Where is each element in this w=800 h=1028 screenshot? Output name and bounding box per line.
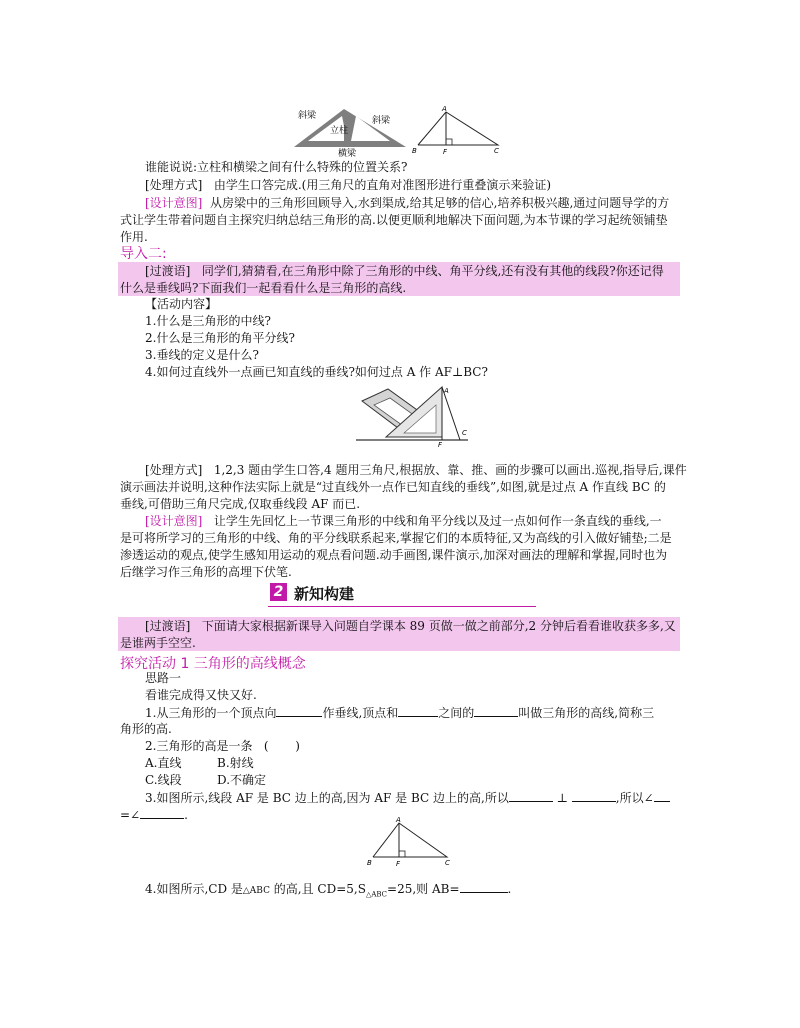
label-F: F xyxy=(396,860,401,867)
activity-q2: 2.什么是三角形的角平分线? xyxy=(145,331,295,345)
section-banner xyxy=(268,582,536,607)
intro-design-1 xyxy=(145,195,669,212)
method-text: 由学生口答完成.(用三角尺的直角对准图形进行重叠演示来验证) xyxy=(213,178,552,192)
label-B: B xyxy=(412,147,417,155)
label-right-beam: 斜梁 xyxy=(372,116,391,126)
label-C: C xyxy=(494,147,499,155)
section-intro2-title: 导入二: xyxy=(120,246,167,262)
explore-q3 xyxy=(145,789,670,807)
q1-blank-1[interactable] xyxy=(276,704,322,717)
explore-title: 探究活动 1 三角形的高线概念 xyxy=(120,656,306,672)
intro2-trans-2: 什么是垂线吗?下面我们一起看看什么是三角形的高线. xyxy=(120,281,407,295)
q4-part-a: 4.如图所示,CD 是 xyxy=(145,882,243,896)
explore-q2-opts-1 xyxy=(145,755,254,772)
intro-question: 谁能说说:立柱和横梁之间有什么特殊的位置关系? xyxy=(145,160,408,174)
explore-sub: 看谁完成得又快又好. xyxy=(145,688,257,702)
explore-q3-cont xyxy=(120,806,188,824)
q4-part-d: . xyxy=(507,882,512,896)
method2-1 xyxy=(145,462,687,479)
method2-tag: [处理方式] xyxy=(145,463,203,477)
q1-part-d: 叫做三角形的高线,简称三 xyxy=(518,706,655,720)
explore-idea: 思路一 xyxy=(145,671,182,685)
q4-part-c: =25,则 AB= xyxy=(387,882,460,896)
label-A: A xyxy=(396,816,401,824)
design-text-1: 从房梁中的三角形回顾导入,水到渠成,给其足够的信心,培养积极兴趣,通过问题导学的方 xyxy=(210,196,670,210)
q4-subscript: △ABC xyxy=(365,890,388,899)
q3-part-e: . xyxy=(184,808,188,822)
q3-blank-3[interactable] xyxy=(654,789,670,802)
trans3-text-1: 下面请大家根据新课导入问题自学课本 89 页做一做之前部分,2 分钟后看看谁收获多多,又 xyxy=(201,619,676,633)
explore-q2-opts-2 xyxy=(145,772,266,789)
option-d: D.不确定 xyxy=(217,773,267,787)
label-base-beam: 横梁 xyxy=(338,149,357,157)
roof-truss-figure xyxy=(292,105,410,157)
q3-blank-4[interactable] xyxy=(140,806,184,819)
explore-q2: 2.三角形的高是一条 ( ) xyxy=(145,739,300,753)
design2-4: 后继学习作三角形的高埋下伏笔. xyxy=(120,565,292,579)
label-A: A xyxy=(442,105,447,113)
banner-number: 2 xyxy=(270,583,287,601)
q3-perp: ⊥ xyxy=(556,791,568,805)
q1-part-a: 1.从三角形的一个顶点向 xyxy=(145,706,277,720)
option-a: A.直线 xyxy=(145,756,182,770)
activity-q3: 3.垂线的定义是什么? xyxy=(145,348,259,362)
q4-blank[interactable] xyxy=(460,880,508,893)
trans3-2: 是谁两手空空. xyxy=(120,636,196,650)
intro-method xyxy=(145,177,551,194)
option-b: B.射线 xyxy=(217,756,254,770)
q3-part-d: =∠ xyxy=(120,808,141,822)
method2-3: 垂线,可借助三角尺完成,仅取垂线段 AF 而已. xyxy=(120,497,361,511)
trans-tag: [过渡语] xyxy=(145,264,191,278)
trans3-1 xyxy=(145,618,676,635)
method2-text-1: 1,2,3 题由学生口答,4 题用三角尺,根据放、靠、推、画的步骤可以画出.巡视,指导后,课件 xyxy=(213,463,687,477)
triangle-figure-2 xyxy=(365,813,455,867)
design2-1 xyxy=(145,513,662,530)
activity-heading: 【活动内容】 xyxy=(145,297,218,311)
q4-triangle: △ABC xyxy=(242,886,270,896)
label-F: F xyxy=(438,441,443,447)
label-B: B xyxy=(367,859,372,867)
option-c: C.线段 xyxy=(145,773,182,787)
q1-blank-3[interactable] xyxy=(474,704,518,717)
label-F: F xyxy=(443,148,448,156)
design2-3: 渗透运动的观点,使学生感知用运动的观点看问题.动手画图,课件演示,加深对画法的理解和掌握,同时也为 xyxy=(120,548,668,562)
method-tag: [处理方式] xyxy=(145,178,203,192)
label-C: C xyxy=(445,859,450,867)
design2-tag: [设计意图] xyxy=(145,514,203,528)
q1-part-b: 作垂线,顶点和 xyxy=(322,706,399,720)
triangle-figure-1 xyxy=(410,102,510,156)
activity-q1: 1.什么是三角形的中线? xyxy=(145,314,271,328)
intro-design-3: 作用. xyxy=(120,230,148,244)
method2-2: 演示画法并说明,这种作法实际上就是“过直线外一点作已知直线的垂线”,如图,就是过点 A 作直线 BC 的 xyxy=(120,480,666,494)
label-A: A xyxy=(444,387,449,395)
banner-title: 新知构建 xyxy=(294,585,355,603)
q3-part-a: 3.如图所示,线段 AF 是 BC 边上的高,因为 AF 是 BC 边上的高,所以 xyxy=(145,791,509,805)
intro-design-2: 式让学生带着问题自主探究归纳总结三角形的高.以便更顺利地解决下面问题,为本节课的学习起统领铺垫 xyxy=(120,213,668,227)
q1-blank-2[interactable] xyxy=(398,704,438,717)
q4-part-b: 的高,且 CD=5,S xyxy=(269,882,366,896)
q1-part-c: 之间的 xyxy=(438,706,475,720)
trans-text-1: 同学们,猜猜看,在三角形中除了三角形的中线、角平分线,还有没有其他的线段?你还记得 xyxy=(201,264,664,278)
activity-q4: 4.如何过直线外一点画已知直线的垂线?如何过点 A 作 AF⊥BC? xyxy=(145,365,488,379)
label-pillar: 立柱 xyxy=(330,126,349,136)
q3-blank-2[interactable] xyxy=(572,789,616,802)
explore-q1-cont: 角形的高. xyxy=(120,722,172,736)
q3-blank-1[interactable] xyxy=(509,789,553,802)
label-C: C xyxy=(462,429,467,437)
explore-q1 xyxy=(145,704,654,722)
design2-text-1: 让学生先回忆上一节课三角形的中线和角平分线以及过一点如何作一条直线的垂线,一 xyxy=(213,514,662,528)
label-left-beam: 斜梁 xyxy=(298,111,317,121)
q3-part-c: ,所以∠ xyxy=(615,791,654,805)
design-tag: [设计意图] xyxy=(145,196,203,210)
intro2-trans-1 xyxy=(145,263,664,280)
design2-2: 是可将所学习的三角形的中线、角的平分线联系起来,掌握它们的本质特征,又为高线的引入做好铺垫;二是 xyxy=(120,531,672,545)
trans3-tag: [过渡语] xyxy=(145,619,191,633)
set-square-figure xyxy=(352,383,472,447)
explore-q4 xyxy=(145,880,511,903)
